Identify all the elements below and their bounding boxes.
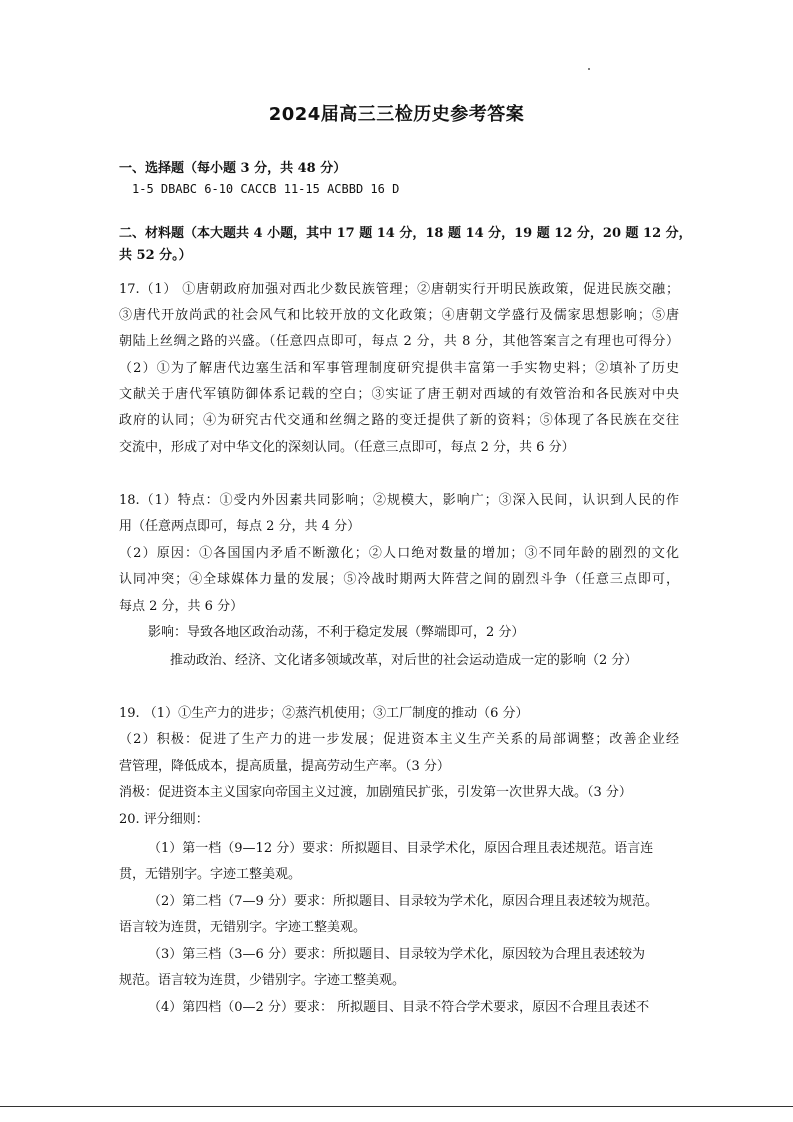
q20-line: （2）第二档（7—9 分）要求：所拟题目、目录较为学术化，原因合理且表述较为规范。: [148, 894, 658, 909]
q17-line: 17.（1） ①唐朝政府加强对西北少数民族管理；②唐朝实行开明民族政策，促进民族交融；: [119, 282, 679, 297]
choice-answers: 1-5 DBABC 6-10 CACCB 11-15 ACBBD 16 D: [132, 182, 400, 196]
q18-line: 认同冲突；④全球媒体力量的发展；⑤冷战时期两大阵营之间的剧烈斗争（任意三点即可，: [119, 572, 679, 587]
q17-line: （2）①为了解唐代边塞生活和军事管理制度研究提供丰富第一手实物史料；②填补了历史: [119, 361, 679, 376]
q19-line: 消极：促进资本主义国家向帝国主义过渡，加剧殖民扩张，引发第一次世界大战。（3 分）: [119, 785, 632, 800]
q18-impact: 影响：导致各地区政治动荡，不利于稳定发展（弊端即可，2 分）: [148, 625, 525, 640]
q19-line: （2）积极：促进了生产力的进一步发展；促进资本主义生产关系的局部调整；改善企业经: [119, 732, 679, 747]
q20-line: （3）第三档（3—6 分）要求：所拟题目、目录较为学术化，原因较为合理且表述较为: [148, 947, 645, 962]
q17-line: 交流中，形成了对中华文化的深刻认同。（任意三点即可，每点 2 分，共 6 分）: [119, 440, 575, 455]
q18-line: （2）原因：①各国国内矛盾不断激化；②人口绝对数量的增加；③不同年龄的剧烈的文化: [119, 546, 679, 561]
q20-line: （1）第一档（9—12 分）要求：所拟题目、目录学术化，原因合理且表述规范。语言连: [148, 841, 654, 856]
q17-line: ③唐代开放尚武的社会风气和比较开放的文化政策；④唐朝文学盛行及儒家思想影响；⑤唐: [119, 308, 679, 323]
stray-mark: [588, 68, 590, 70]
q19-line: 营管理，降低成本，提高质量，提高劳动生产率。（3 分）: [119, 759, 450, 774]
page-bottom-rule: [0, 1106, 793, 1107]
q17-line: 政府的认同；④为研究古代交通和丝绸之路的变迁提供了新的资料；⑤体现了各民族在交往: [119, 413, 679, 428]
page-title: 2024届高三三检历史参考答案: [268, 104, 525, 125]
section2-heading-line1: 二、材料题（本大题共 4 小题，其中 17 题 14 分，18 题 14 分，19 题 12 分，20 题 12 分，: [119, 226, 692, 241]
q18-line: 用（任意两点即可，每点 2 分，共 4 分）: [119, 519, 361, 534]
q20-line: 规范。语言较为连贯，少错别字。字迹工整美观。: [119, 973, 406, 988]
q19-line: 19. （1）①生产力的进步；②蒸汽机使用；③工厂制度的推动（6 分）: [119, 706, 529, 721]
q17-line: 文献关于唐代军镇防御体系记载的空白；③实证了唐王朝对西域的有效管治和各民族对中央: [119, 387, 679, 402]
q20-line: （4）第四档（0—2 分）要求： 所拟题目、目录不符合学术要求，原因不合理且表述不: [148, 1000, 650, 1015]
section2-heading-line2: 共 52 分。）: [119, 248, 192, 263]
q17-line: 朝陆上丝绸之路的兴盛。（任意四点即可，每点 2 分，共 8 分，其他答案言之有理也可得分）: [119, 334, 679, 349]
q18-line: 每点 2 分，共 6 分）: [119, 599, 244, 614]
q20-line: 20. 评分细则：: [119, 812, 209, 827]
section1-heading: 一、选择题（每小题 3 分，共 48 分）: [119, 161, 347, 176]
q18-line: 18.（1）特点：①受内外因素共同影响；②规模大，影响广；③深入民间，认识到人民的作: [119, 493, 679, 508]
q20-line: 语言较为连贯，无错别字。字迹工整美观。: [119, 920, 367, 935]
q18-impact: 推动政治、经济、文化诸多领域改革，对后世的社会运动造成一定的影响（2 分）: [170, 653, 638, 668]
q20-line: 贯，无错别字。字迹工整美观。: [119, 867, 302, 882]
